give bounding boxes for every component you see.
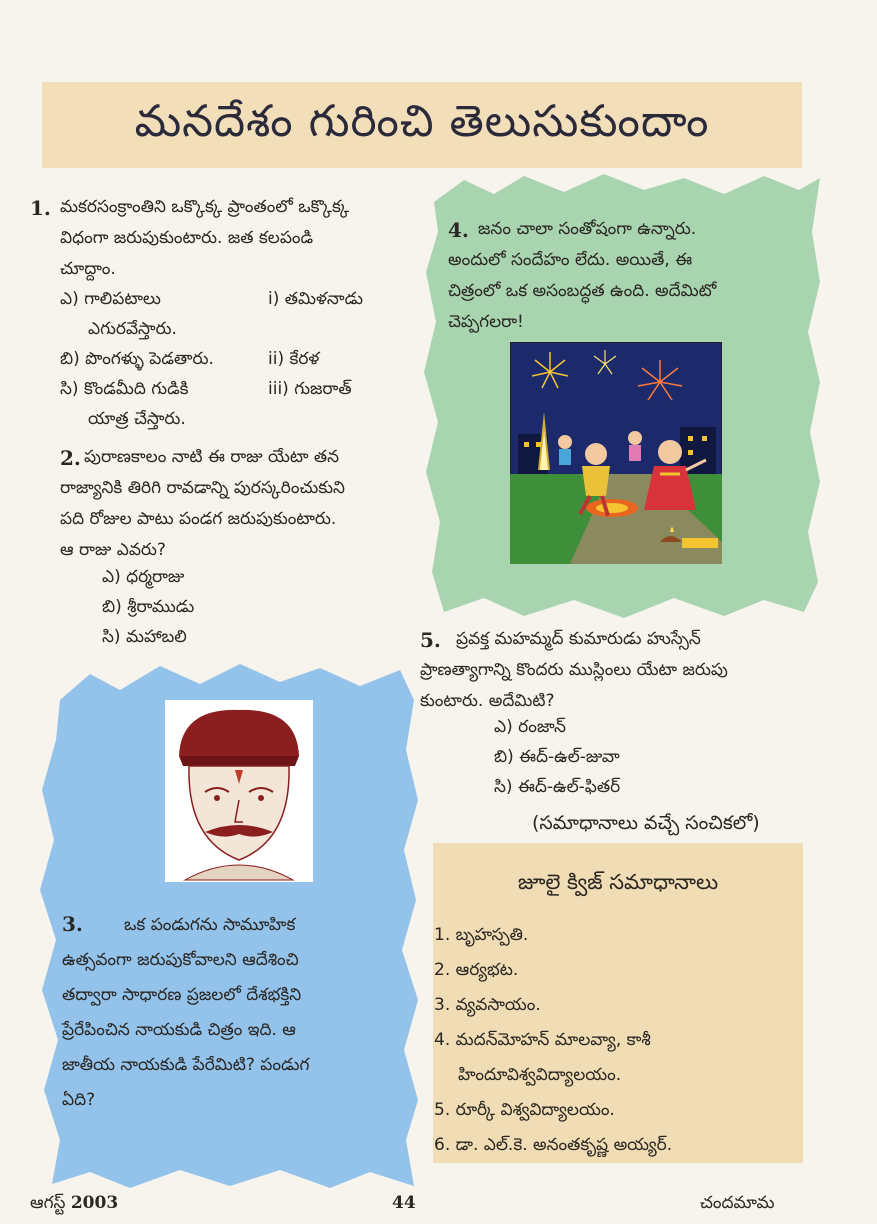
q2-text: పురాణకాలం నాటి ఈ రాజు యేటా తన రాజ్యానికి తిరిగి రావడాన్ని పురస్కరించుకుని పది రోజుల పాటు పండగ జరుపుకుంటారు. ఆ రాజు ఎవరు? (60, 447, 345, 560)
list-item: 4. మదన్‌మోహన్ మాలవ్యా, కాశీ (434, 1030, 651, 1050)
page-number: 44 (392, 1193, 416, 1213)
q5-text: ప్రవక్త మహమ్మద్ కుమారుడు హుస్సేన్ ప్రాణత్యాగాన్ని కొందరు ముస్లింలు యేటా జరుపు కుంటారు. అదేమిటి? (420, 629, 728, 711)
list-item: 5. రూర్కీ విశ్వవిద్యాలయం. (434, 1100, 615, 1120)
answers-next-issue-note: (సమాధానాలు వచ్చే సంచికలో) (532, 812, 760, 834)
diwali-celebration-illustration (510, 342, 722, 564)
q2-options: ఎ) ధర్మరాజు బి) శ్రీరాముడు సి) మహాబలి (102, 567, 195, 647)
q3-number: 3. (62, 912, 83, 936)
leader-portrait-illustration (165, 700, 313, 882)
list-item: 2. ఆర్యభట. (434, 960, 519, 980)
july-answers-list (434, 918, 800, 1163)
q1-text: మకరసంక్రాంతిని ఒక్కొక్క ప్రాంతంలో ఒక్కొక్క విధంగా జరుపుకుంటారు. జత కలపండి చూద్దాం. (60, 197, 350, 279)
q5-options: ఎ) రంజాన్ బి) ఈద్-ఉల్-జువా సి) ఈద్-ఉల్-ఫితర్ (494, 717, 621, 797)
q4-number: 4. (448, 218, 469, 242)
q1-right-options: i) తమిళనాడు ii) కేరళ iii) గుజరాత్ (268, 289, 364, 399)
q3-text: ఒక పండుగను సామూహిక ఉత్సవంగా జరుపుకోవాలని ఆదేశించి తద్వారా సాధారణ ప్రజలలో దేశభక్తిని ప్రేరేపించిన నాయకుడి చిత్రం ఇది. ఆ జాతీయ నాయకుడి పేరేమిటి? పండుగ ఏది? (62, 915, 310, 1110)
list-item: 3. వ్యవసాయం. (434, 995, 541, 1015)
q5-number: 5. (420, 628, 441, 652)
q4-text: జనం చాలా సంతోషంగా ఉన్నారు. అందులో సందేహం లేదు. అయితే, ఈ చిత్రంలో ఒక అసంబద్ధత ఉంది. అదేమిటో చెప్పగలరా! (448, 219, 717, 332)
july-answers-title: జూలై క్విజ్ సమాధానాలు (517, 870, 719, 894)
q1-left-options: ఎ) గాలిపటాలు ఎగురవేస్తారు. బి) పొంగళ్ళు పెడతారు. సి) కొండమీది గుడికి యాత్ర చేస్తారు. (60, 289, 214, 429)
list-item: 1. బృహస్పతి. (434, 925, 529, 945)
q2-number: 2. (60, 446, 81, 470)
magazine-name: చందమామ (700, 1193, 775, 1213)
page-title: మనదేశం గురించి తెలుసుకుందాం (134, 96, 710, 147)
list-item: 6. డా. ఎల్.కె. అనంతకృష్ణ అయ్యర్. (434, 1135, 673, 1155)
q1-number: 1. (30, 196, 51, 220)
footer-date: ఆగస్ట్ 2003 (30, 1193, 119, 1213)
list-item: హిందూవిశ్వవిద్యాలయం. (458, 1065, 622, 1085)
